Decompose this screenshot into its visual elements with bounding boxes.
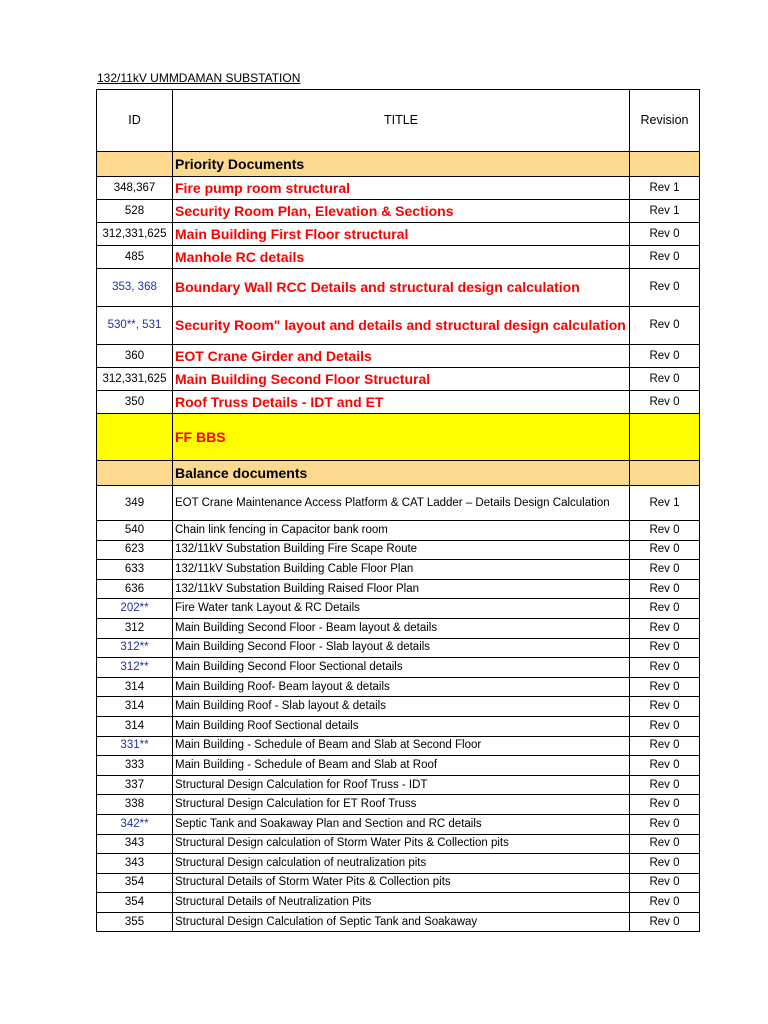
doc-title: Structural Details of Neutralization Pits — [173, 893, 630, 913]
doc-id: 343 — [97, 834, 173, 854]
doc-revision: Rev 1 — [630, 486, 700, 521]
table-row — [97, 177, 700, 200]
table-row — [97, 756, 700, 776]
section-title-priority: Priority Documents — [173, 152, 630, 177]
table-row — [97, 246, 700, 269]
doc-revision: Rev 0 — [630, 756, 700, 776]
doc-title: 132/11kV Substation Building Fire Scape Route — [173, 540, 630, 560]
doc-id: 354 — [97, 873, 173, 893]
doc-title: Fire Water tank Layout & RC Details — [173, 599, 630, 619]
doc-id: 485 — [97, 246, 173, 269]
doc-title: Structural Design Calculation of Septic Tank and Soakaway — [173, 912, 630, 932]
doc-revision: Rev 1 — [630, 177, 700, 200]
doc-id: 530**, 531 — [97, 307, 173, 345]
doc-title: EOT Crane Maintenance Access Platform & CAT Ladder – Details Design Calculation — [173, 486, 630, 521]
table-row — [97, 269, 700, 307]
section-title-balance: Balance documents — [173, 461, 630, 486]
table-row — [97, 912, 700, 932]
table-row — [97, 795, 700, 815]
table-row — [97, 893, 700, 913]
table-row — [97, 345, 700, 368]
table-row — [97, 834, 700, 854]
doc-revision: Rev 0 — [630, 307, 700, 345]
doc-revision: Rev 0 — [630, 618, 700, 638]
table-row — [97, 560, 700, 580]
doc-title: Structural Details of Storm Water Pits & Collection pits — [173, 873, 630, 893]
table-row — [97, 599, 700, 619]
doc-id: 633 — [97, 560, 173, 580]
doc-id: 343 — [97, 854, 173, 874]
doc-revision: Rev 0 — [630, 521, 700, 541]
doc-id: 314 — [97, 677, 173, 697]
doc-title: Manhole RC details — [173, 246, 630, 269]
table-row — [97, 697, 700, 717]
doc-id: 348,367 — [97, 177, 173, 200]
doc-id: 623 — [97, 540, 173, 560]
doc-revision: Rev 0 — [630, 677, 700, 697]
doc-id: 342** — [97, 814, 173, 834]
table-row — [97, 521, 700, 541]
doc-title: Main Building Second Floor - Beam layout & details — [173, 618, 630, 638]
column-header-revision: Revision — [630, 90, 700, 152]
section-title-ffbbs: FF BBS — [173, 414, 630, 461]
doc-title: Main Building - Schedule of Beam and Slab at Roof — [173, 756, 630, 776]
table-row — [97, 223, 700, 246]
doc-revision: Rev 0 — [630, 854, 700, 874]
doc-revision: Rev 0 — [630, 560, 700, 580]
doc-id: 528 — [97, 200, 173, 223]
doc-revision: Rev 0 — [630, 540, 700, 560]
doc-revision: Rev 0 — [630, 269, 700, 307]
doc-revision: Rev 0 — [630, 638, 700, 658]
doc-title: Septic Tank and Soakaway Plan and Section and RC details — [173, 814, 630, 834]
doc-title: Main Building First Floor structural — [173, 223, 630, 246]
doc-revision: Rev 0 — [630, 391, 700, 414]
doc-id: 331** — [97, 736, 173, 756]
doc-title: 132/11kV Substation Building Cable Floor Plan — [173, 560, 630, 580]
doc-title: Main Building Roof- Beam layout & details — [173, 677, 630, 697]
document-register-table — [96, 89, 700, 932]
doc-revision: Rev 0 — [630, 697, 700, 717]
table-row — [97, 391, 700, 414]
doc-id: 333 — [97, 756, 173, 776]
doc-revision: Rev 0 — [630, 345, 700, 368]
table-row — [97, 579, 700, 599]
doc-revision: Rev 0 — [630, 736, 700, 756]
table-row — [97, 854, 700, 874]
table-row — [97, 486, 700, 521]
doc-id: 338 — [97, 795, 173, 815]
doc-id: 540 — [97, 521, 173, 541]
doc-title: Structural Design calculation of neutralization pits — [173, 854, 630, 874]
table-row — [97, 775, 700, 795]
doc-title: Security Room" layout and details and structural design calculation — [173, 307, 630, 345]
doc-title: Chain link fencing in Capacitor bank room — [173, 521, 630, 541]
table-row — [97, 638, 700, 658]
doc-title: Main Building Second Floor Sectional details — [173, 658, 630, 678]
doc-id: 202** — [97, 599, 173, 619]
doc-title: Main Building Second Floor - Slab layout & details — [173, 638, 630, 658]
table-row — [97, 677, 700, 697]
doc-revision: Rev 0 — [630, 795, 700, 815]
doc-id: 636 — [97, 579, 173, 599]
doc-revision: Rev 1 — [630, 200, 700, 223]
table-row — [97, 716, 700, 736]
table-row — [97, 873, 700, 893]
doc-title: Structural Design Calculation for Roof Truss - IDT — [173, 775, 630, 795]
doc-title: Security Room Plan, Elevation & Sections — [173, 200, 630, 223]
doc-id: 350 — [97, 391, 173, 414]
doc-title: Roof Truss Details - IDT and ET — [173, 391, 630, 414]
doc-revision: Rev 0 — [630, 579, 700, 599]
doc-id: 312** — [97, 658, 173, 678]
doc-revision: Rev 0 — [630, 223, 700, 246]
doc-id: 314 — [97, 697, 173, 717]
table-header-row — [97, 90, 700, 152]
doc-id: 314 — [97, 716, 173, 736]
doc-title: 132/11kV Substation Building Raised Floor Plan — [173, 579, 630, 599]
doc-id: 349 — [97, 486, 173, 521]
doc-revision: Rev 0 — [630, 775, 700, 795]
column-header-id: ID — [97, 90, 173, 152]
doc-id: 337 — [97, 775, 173, 795]
doc-revision: Rev 0 — [630, 814, 700, 834]
doc-id: 312** — [97, 638, 173, 658]
table-row — [97, 736, 700, 756]
doc-revision: Rev 0 — [630, 246, 700, 269]
doc-title: Main Building Roof Sectional details — [173, 716, 630, 736]
table-row — [97, 540, 700, 560]
doc-revision: Rev 0 — [630, 912, 700, 932]
doc-revision: Rev 0 — [630, 368, 700, 391]
doc-id: 360 — [97, 345, 173, 368]
doc-revision: Rev 0 — [630, 658, 700, 678]
doc-revision: Rev 0 — [630, 893, 700, 913]
doc-revision: Rev 0 — [630, 716, 700, 736]
doc-title: Fire pump room structural — [173, 177, 630, 200]
doc-title: EOT Crane Girder and Details — [173, 345, 630, 368]
table-row — [97, 368, 700, 391]
doc-revision: Rev 0 — [630, 873, 700, 893]
doc-id: 312,331,625 — [97, 368, 173, 391]
doc-id: 355 — [97, 912, 173, 932]
section-row-ffbbs — [97, 414, 700, 461]
doc-title: Structural Design calculation of Storm Water Pits & Collection pits — [173, 834, 630, 854]
doc-id: 353, 368 — [97, 269, 173, 307]
table-row — [97, 814, 700, 834]
table-row — [97, 618, 700, 638]
document-title: 132/11kV UMMDAMAN SUBSTATION — [97, 71, 301, 85]
doc-id: 312,331,625 — [97, 223, 173, 246]
doc-title: Boundary Wall RCC Details and structural design calculation — [173, 269, 630, 307]
table-row — [97, 307, 700, 345]
table-row — [97, 200, 700, 223]
doc-title: Structural Design Calculation for ET Roof Truss — [173, 795, 630, 815]
doc-revision: Rev 0 — [630, 834, 700, 854]
doc-title: Main Building - Schedule of Beam and Slab at Second Floor — [173, 736, 630, 756]
doc-id: 354 — [97, 893, 173, 913]
column-header-title: TITLE — [173, 90, 630, 152]
table-row — [97, 658, 700, 678]
section-row-balance — [97, 461, 700, 486]
doc-title: Main Building Roof - Slab layout & details — [173, 697, 630, 717]
doc-title: Main Building Second Floor Structural — [173, 368, 630, 391]
section-row-priority — [97, 152, 700, 177]
doc-revision: Rev 0 — [630, 599, 700, 619]
doc-id: 312 — [97, 618, 173, 638]
